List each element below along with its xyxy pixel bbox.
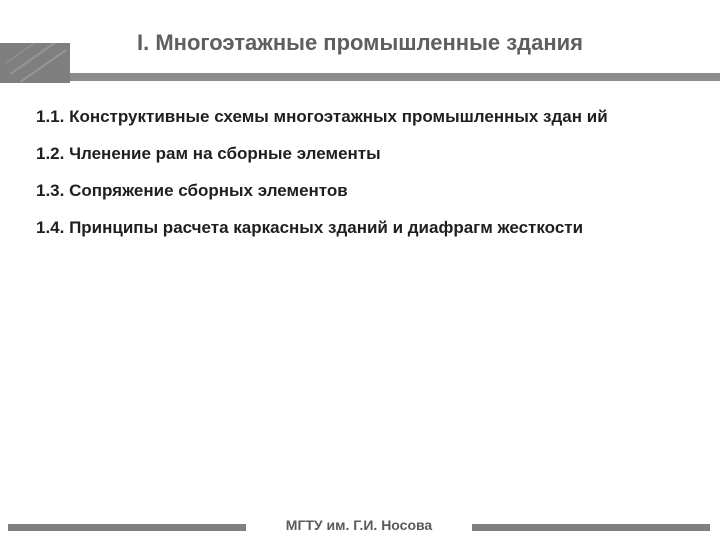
table-of-contents — [36, 106, 688, 239]
footer-divider-right — [472, 524, 710, 531]
toc-item-1-2: 1.2. Членение рам на сборные элементы — [36, 144, 381, 163]
toc-item-1-3: 1.3. Сопряжение сборных элементов — [36, 181, 348, 200]
footer-divider-left — [8, 524, 246, 531]
toc-item-1-4: 1.4. Принципы расчета каркасных зданий и диафрагм жесткости — [36, 218, 584, 237]
toc-item-1-1: 1.1. Конструктивные схемы многоэтажных промышленных здан ий — [36, 107, 608, 126]
slide-title: I. Многоэтажные промышленные здания — [137, 30, 583, 55]
footer-institution: МГТУ им. Г.И. Носова — [285, 517, 433, 533]
header-divider-bar — [70, 73, 720, 81]
